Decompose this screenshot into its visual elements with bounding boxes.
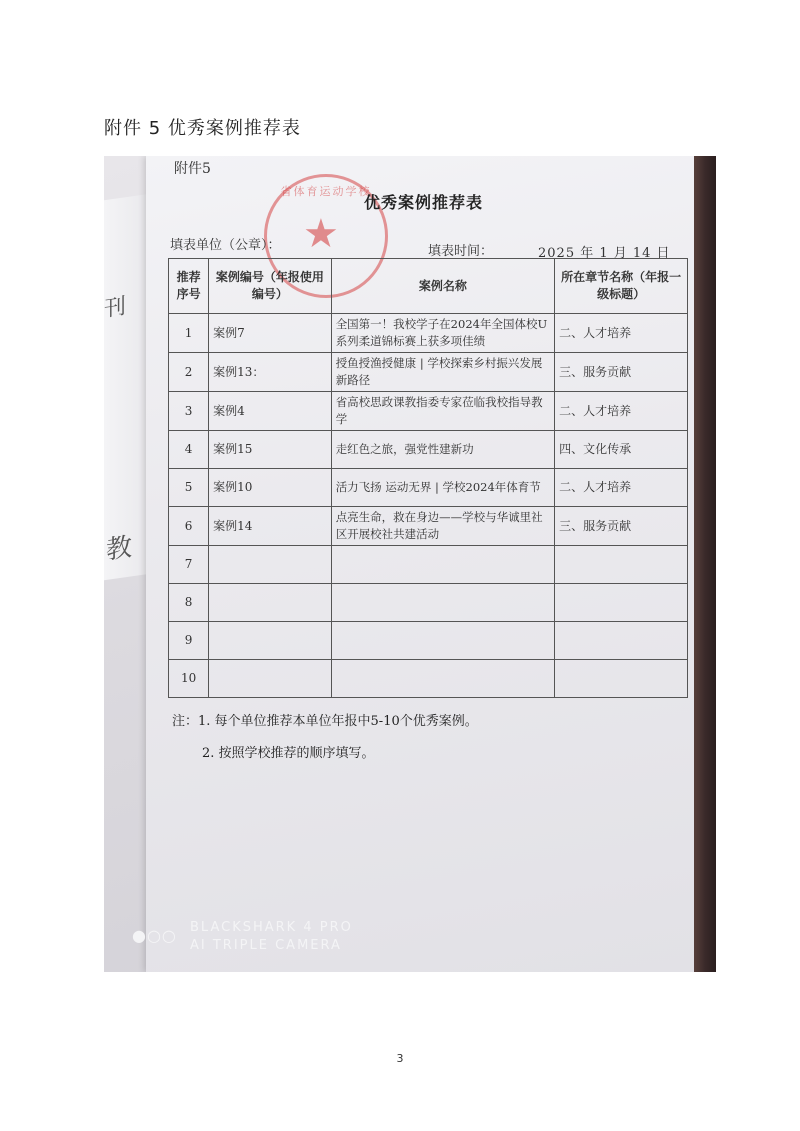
row-no: 8 [169, 584, 209, 622]
row-chapter [555, 622, 688, 660]
row-case-id: 案例15 [209, 431, 332, 469]
row-chapter [555, 584, 688, 622]
row-no: 7 [169, 546, 209, 584]
header-no: 推荐序号 [169, 259, 209, 314]
row-case-name [331, 584, 554, 622]
annex-label: 附件5 [174, 161, 211, 177]
row-chapter: 三、服务贡献 [555, 353, 688, 392]
row-case-id: 案例13： [209, 353, 332, 392]
header-chapter: 所在章节名称（年报一级标题） [555, 259, 688, 314]
row-case-name: 授鱼授渔授健康 | 学校探索乡村振兴发展新路径 [331, 353, 554, 392]
table-header-row [169, 259, 688, 314]
row-no: 3 [169, 392, 209, 431]
table-row [169, 314, 688, 353]
row-case-name: 活力飞扬 运动无界 | 学校2024年体育节 [331, 469, 554, 507]
row-case-name: 省高校思政课教指委专家莅临我校指导教学 [331, 392, 554, 431]
document-photo [104, 156, 716, 972]
header-case-name: 案例名称 [331, 259, 554, 314]
background-sheet-char: 教 [106, 532, 133, 566]
table-row [169, 546, 688, 584]
row-chapter: 二、人才培养 [555, 469, 688, 507]
star-icon: ★ [303, 211, 339, 257]
row-case-name: 全国第一！我校学子在2024年全国体校U系列柔道锦标赛上获多项佳绩 [331, 314, 554, 353]
row-case-id [209, 622, 332, 660]
row-case-id: 案例4 [209, 392, 332, 431]
stamp-text: 省体育运动学校 [280, 185, 372, 198]
page-heading: 附件 5 优秀案例推荐表 [104, 118, 301, 139]
row-no: 9 [169, 622, 209, 660]
background-sheet-char: 刊 [104, 294, 127, 323]
row-case-name: 走红色之旅，强党性建新功 [331, 431, 554, 469]
document-title: 优秀案例推荐表 [364, 193, 484, 212]
fill-date-value: 2025 年 1 月 14 日 [538, 246, 671, 261]
row-case-id [209, 660, 332, 698]
table-row [169, 622, 688, 660]
row-no: 10 [169, 660, 209, 698]
fill-time-label: 填表时间： [428, 244, 494, 259]
table-row [169, 353, 688, 392]
row-case-name [331, 660, 554, 698]
recommendation-table [168, 258, 688, 698]
row-case-id: 案例7 [209, 314, 332, 353]
paper-sheet [146, 156, 694, 972]
row-no: 5 [169, 469, 209, 507]
table-row [169, 584, 688, 622]
row-chapter: 四、文化传承 [555, 431, 688, 469]
fill-unit-label: 填表单位（公章）： [170, 238, 281, 253]
row-no: 6 [169, 507, 209, 546]
row-case-name: 点亮生命，救在身边——学校与华诚里社区开展校社共建活动 [331, 507, 554, 546]
watermark-dots-icon: ●○○ [132, 926, 177, 945]
row-case-name [331, 546, 554, 584]
row-chapter [555, 660, 688, 698]
watermark-line-2: AI TRIPLE CAMERA [190, 938, 342, 953]
row-case-id: 案例14 [209, 507, 332, 546]
table-row [169, 392, 688, 431]
table-row [169, 431, 688, 469]
table-row [169, 660, 688, 698]
row-case-name [331, 622, 554, 660]
table-row [169, 469, 688, 507]
table-row [169, 507, 688, 546]
row-chapter: 三、服务贡献 [555, 507, 688, 546]
note-1: 注：1. 每个单位推荐本单位年报中5-10个优秀案例。 [172, 714, 478, 729]
row-chapter: 二、人才培养 [555, 314, 688, 353]
watermark-line-1: BLACKSHARK 4 PRO [190, 920, 353, 935]
row-case-id [209, 546, 332, 584]
page-number: 3 [396, 1052, 404, 1065]
row-case-id: 案例10 [209, 469, 332, 507]
row-chapter: 二、人才培养 [555, 392, 688, 431]
note-2: 2. 按照学校推荐的顺序填写。 [202, 746, 375, 761]
header-case-id: 案例编号（年报使用编号） [209, 259, 332, 314]
row-case-id [209, 584, 332, 622]
row-no: 2 [169, 353, 209, 392]
row-no: 4 [169, 431, 209, 469]
row-chapter [555, 546, 688, 584]
row-no: 1 [169, 314, 209, 353]
